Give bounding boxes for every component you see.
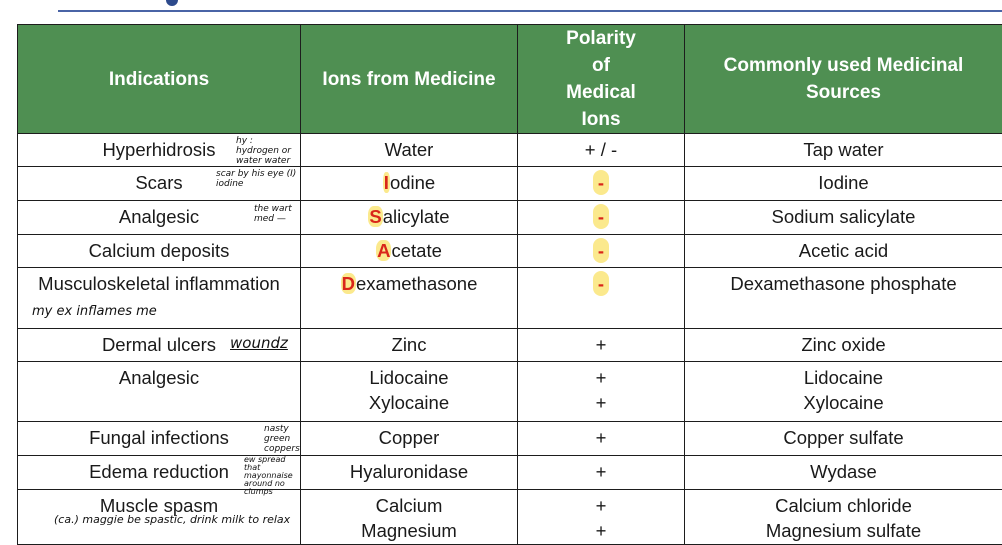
source-text: Tap water	[803, 139, 883, 160]
indication-text: Scars	[135, 172, 182, 193]
indication-text: Analgesic	[119, 367, 199, 388]
source-cell	[685, 490, 1002, 545]
ion-cell	[301, 268, 518, 329]
header-polarity: Polarity of Medical Ions	[518, 25, 685, 134]
polarity-cell	[518, 167, 685, 201]
ion-cell	[301, 362, 518, 422]
indication-cell	[18, 201, 301, 235]
ion-text: Hyaluronidase	[350, 461, 468, 482]
header-ions: Ions from Medicine	[301, 25, 518, 134]
medicinal-ions-table	[17, 24, 1002, 545]
source-text: Calcium chloride	[685, 493, 1002, 518]
indication-cell	[18, 456, 301, 490]
handwritten-note: hy : hydrogen or water water	[236, 136, 298, 166]
table-row	[18, 422, 1002, 456]
ion-text: Copper	[379, 427, 440, 448]
ion-text: cetate	[391, 240, 441, 261]
polarity-text-line2: +	[518, 390, 684, 415]
polarity-text: +	[596, 461, 607, 482]
source-cell	[685, 167, 1002, 201]
ion-cell	[301, 490, 518, 545]
table-row	[18, 456, 1002, 490]
ion-text-line2: Magnesium	[301, 518, 517, 543]
source-text-line2: Xylocaine	[685, 390, 1002, 415]
header-sources: Commonly used Medicinal Sources	[685, 25, 1002, 134]
header-rule	[58, 10, 1002, 12]
ion-text: Calcium	[301, 493, 517, 518]
ion-text: examethasone	[356, 273, 477, 294]
indication-text: Calcium deposits	[89, 240, 230, 261]
ion-text-line2: Xylocaine	[301, 390, 517, 415]
table-row	[18, 268, 1002, 329]
header-indications: Indications	[18, 25, 301, 134]
indication-cell	[18, 362, 301, 422]
indication-cell	[18, 134, 301, 167]
source-cell	[685, 422, 1002, 456]
polarity-cell	[518, 422, 685, 456]
indication-cell	[18, 167, 301, 201]
indication-text: Dermal ulcers	[102, 334, 216, 355]
indication-cell	[18, 329, 301, 362]
ion-text: Water	[385, 139, 434, 160]
ion-cell	[301, 167, 518, 201]
ion-cell	[301, 201, 518, 235]
mnemonic-letter: I	[383, 172, 390, 193]
polarity-text: +	[596, 334, 607, 355]
handwritten-note: scar by his eye (I) iodine	[216, 169, 298, 189]
handwritten-note: ew spread that mayonnaise around no clumps	[244, 456, 302, 496]
indication-text: Hyperhidrosis	[102, 139, 215, 160]
table-row	[18, 362, 1002, 422]
table-row	[18, 134, 1002, 167]
source-cell	[685, 235, 1002, 268]
table-row	[18, 167, 1002, 201]
ion-cell	[301, 235, 518, 268]
source-cell	[685, 456, 1002, 490]
polarity-text: -	[593, 204, 609, 229]
source-cell	[685, 201, 1002, 235]
ion-cell	[301, 134, 518, 167]
table-row	[18, 235, 1002, 268]
polarity-cell	[518, 490, 685, 545]
mnemonic-letter: D	[341, 273, 356, 294]
source-text: Acetic acid	[799, 240, 888, 261]
indication-text: Fungal infections	[89, 427, 229, 448]
polarity-text-line2: +	[518, 518, 684, 543]
polarity-text: +	[518, 493, 684, 518]
polarity-cell	[518, 268, 685, 329]
header-title-fragment	[166, 0, 178, 6]
table-row	[18, 329, 1002, 362]
source-cell	[685, 134, 1002, 167]
source-text: Zinc oxide	[801, 334, 885, 355]
indication-text: Muscle spasm	[100, 495, 218, 516]
source-text: Copper sulfate	[783, 427, 903, 448]
polarity-text: +	[518, 365, 684, 390]
source-text: Dexamethasone phosphate	[730, 273, 956, 294]
polarity-text: -	[593, 170, 609, 195]
polarity-cell	[518, 235, 685, 268]
indication-text: Musculoskeletal inflammation	[38, 273, 280, 294]
polarity-cell	[518, 134, 685, 167]
source-cell	[685, 329, 1002, 362]
handwritten-note: nasty green coppers	[264, 424, 300, 454]
polarity-cell	[518, 201, 685, 235]
source-text: Lidocaine	[685, 365, 1002, 390]
ion-text: alicylate	[383, 206, 450, 227]
polarity-cell	[518, 456, 685, 490]
indication-cell	[18, 422, 301, 456]
mnemonic-letter: A	[376, 240, 391, 261]
handwritten-note: my ex inflames me	[32, 305, 157, 318]
polarity-text: -	[593, 238, 609, 263]
indication-cell	[18, 235, 301, 268]
polarity-text: + / -	[585, 139, 617, 160]
table-header-row	[18, 25, 1002, 134]
handwritten-note: (ca.) maggie be spastic, drink milk to relax	[54, 514, 354, 526]
polarity-text: +	[596, 427, 607, 448]
ion-text: Lidocaine	[301, 365, 517, 390]
source-text: Wydase	[810, 461, 877, 482]
table-row	[18, 490, 1002, 545]
handwritten-note: woundz	[230, 337, 288, 350]
ion-cell	[301, 329, 518, 362]
ion-cell	[301, 422, 518, 456]
source-cell	[685, 268, 1002, 329]
polarity-cell	[518, 329, 685, 362]
table-row	[18, 201, 1002, 235]
source-text-line2: Magnesium sulfate	[685, 518, 1002, 543]
source-text: Iodine	[818, 172, 868, 193]
ion-text: Zinc	[392, 334, 427, 355]
source-cell	[685, 362, 1002, 422]
mnemonic-letter: S	[368, 206, 382, 227]
polarity-text: -	[593, 271, 609, 296]
indication-text: Analgesic	[119, 206, 199, 227]
indication-text: Edema reduction	[89, 461, 229, 482]
indication-cell	[18, 490, 301, 545]
indication-cell	[18, 268, 301, 329]
ion-text: odine	[390, 172, 435, 193]
handwritten-note: the wart med —	[254, 204, 300, 224]
source-text: Sodium salicylate	[772, 206, 916, 227]
polarity-cell	[518, 362, 685, 422]
ion-cell	[301, 456, 518, 490]
